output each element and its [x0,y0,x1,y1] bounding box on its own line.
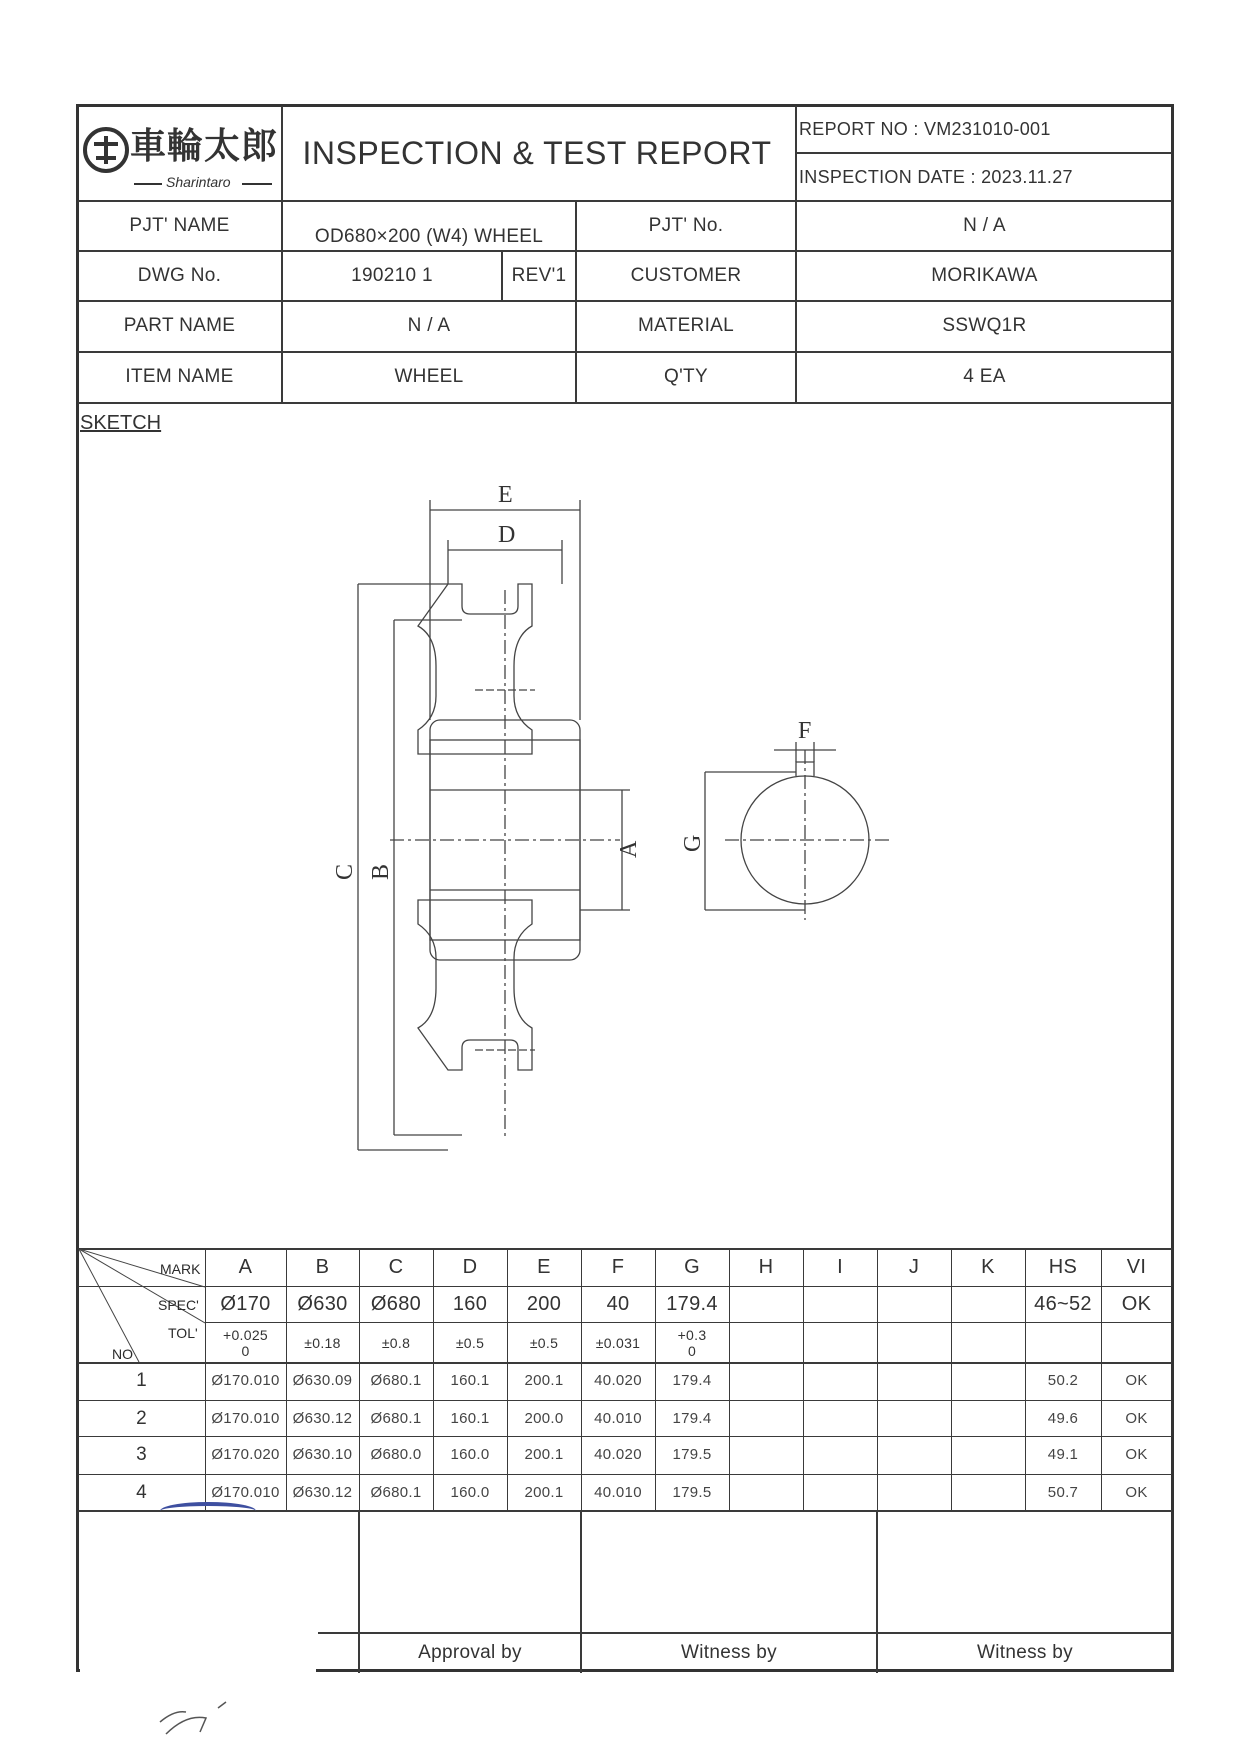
tolerance-cell [286,1323,359,1362]
pjt-no-label: PJT' No. [648,214,724,236]
customer-value: MORIKAWA [931,264,1038,286]
measurement-value: Ø630.09 [292,1372,353,1389]
column-header: H [758,1256,774,1278]
item-name-label: ITEM NAME [125,366,234,387]
measurement-value [951,1475,1025,1510]
spec-value [951,1287,1025,1322]
measurement-value: 50.7 [1047,1484,1079,1501]
measurement-value: Ø680.0 [370,1446,422,1463]
column-header: G [684,1256,700,1278]
material-label: MATERIAL [637,315,734,336]
tolerance-cell [433,1323,507,1362]
measurement-value: 40.010 [594,1410,642,1427]
measurement-value [803,1363,877,1398]
measurement-value: 179.4 [672,1410,712,1427]
tolerance-cell [581,1323,655,1362]
spec-value [803,1287,877,1322]
measurement-value: Ø680.1 [370,1372,422,1389]
tolerance-cell [877,1323,951,1362]
measurement-value: Ø170.010 [211,1410,280,1427]
dwg-no-value: 190210 1 [351,264,433,286]
tolerance-cell [359,1323,433,1362]
no-label: NO [112,1346,133,1362]
dim-label-f: F [798,718,812,744]
redacted-area [80,1512,316,1674]
measurement-value: 179.5 [672,1446,712,1463]
item-name-value: WHEEL [394,366,464,387]
tolerance-top: ±0.5 [529,1334,559,1351]
column-header: HS [1048,1256,1078,1278]
measurement-value: OK [1125,1446,1148,1463]
dim-label-e: E [498,482,513,508]
dwg-no-label: DWG No. [137,264,222,286]
logo-rule-right [242,183,272,185]
tolerance-top: +0.3 [677,1326,707,1343]
part-name-value: N / A [407,315,451,336]
spec-value: Ø170 [220,1293,271,1315]
column-header: C [388,1256,404,1278]
logo-rule-left [134,183,162,185]
signature-scribble [158,1698,278,1738]
measurement-value: 160.1 [450,1410,490,1427]
spec-label: SPEC' [158,1297,199,1313]
measurement-value: 160.1 [450,1372,490,1389]
measurement-value [729,1475,803,1510]
dim-label-a: A [616,840,642,858]
pjt-name-value: OD680×200 (W4) WHEEL [314,226,544,247]
row-number: 1 [136,1369,147,1391]
measurement-value [803,1475,877,1510]
tolerance-top: ±0.5 [455,1334,485,1351]
revision-value: REV'1 [511,264,567,286]
column-header: K [981,1256,995,1278]
measurement-value: OK [1125,1484,1148,1501]
measurement-value: 179.5 [672,1484,712,1501]
measurement-value: 49.1 [1047,1446,1079,1463]
measurement-value: 160.0 [450,1446,490,1463]
part-name-label: PART NAME [123,315,236,336]
measurement-value: 50.2 [1047,1372,1079,1389]
tolerance-top: ±0.18 [304,1334,341,1351]
column-header: VI [1126,1256,1147,1278]
measurement-value [951,1437,1025,1472]
measurement-value [877,1401,951,1436]
measurement-value [877,1363,951,1398]
measurement-value: Ø680.1 [370,1484,422,1501]
qty-value: 4 EA [963,366,1006,387]
tolerance-cell [507,1323,581,1362]
measurement-value [729,1437,803,1472]
dim-label-g: G [680,834,706,852]
row-number: 4 [136,1481,147,1503]
tolerance-cell [655,1323,729,1362]
dim-label-d: D [498,522,516,548]
measurement-value: 40.020 [594,1372,642,1389]
witness-label-1: Witness by [681,1642,777,1663]
measurement-value [803,1437,877,1472]
stamp-arc [160,1502,256,1520]
tolerance-cell [1025,1323,1101,1362]
spec-value: 160 [452,1293,488,1315]
measurement-value: Ø680.1 [370,1410,422,1427]
measurement-value: Ø170.020 [211,1446,280,1463]
dim-label-c: C [332,863,358,880]
measurement-value [877,1437,951,1472]
logo-romaji: Sharintaro [166,174,231,190]
report-title: INSPECTION & TEST REPORT [302,134,772,171]
column-header: I [837,1256,843,1278]
header-divider [795,152,1172,154]
mark-label: MARK [160,1261,201,1277]
measurement-value: Ø170.010 [211,1484,280,1501]
pjt-no-value: N / A [963,214,1006,236]
material-value: SSWQ1R [942,315,1027,336]
column-header: E [537,1256,551,1278]
measurement-value [729,1401,803,1436]
sketch-label: SKETCH [80,412,162,434]
measurement-value: 40.020 [594,1446,642,1463]
info-divider [78,402,1172,404]
measurement-value: 179.4 [672,1372,712,1389]
measurement-value: 200.1 [524,1484,564,1501]
pjt-name-label: PJT' NAME [129,214,230,236]
tolerance-top: ±0.031 [595,1334,641,1351]
measurement-value: 200.0 [524,1410,564,1427]
measurement-value: Ø170.010 [211,1372,280,1389]
measurement-value: OK [1125,1372,1148,1389]
wheel-outline [418,900,532,1070]
measurement-value: Ø630.10 [292,1446,353,1463]
column-header: D [462,1256,478,1278]
spec-value: OK [1121,1293,1152,1315]
tolerance-top: ±0.8 [381,1334,411,1351]
column-header: B [315,1256,330,1278]
wheel-outline [418,584,532,754]
spec-value: 179.4 [666,1293,718,1315]
measurement-value: Ø630.12 [292,1410,353,1427]
measurement-value [803,1401,877,1436]
witness-label-2: Witness by [977,1642,1073,1663]
spec-value: 46~52 [1034,1293,1092,1315]
row-number: 2 [136,1407,147,1429]
customer-label: CUSTOMER [630,264,742,286]
spec-value: 200 [526,1293,562,1315]
measurement-value: 49.6 [1047,1410,1079,1427]
measurement-value: 160.0 [450,1484,490,1501]
report-number: REPORT NO : VM231010-001 [799,118,1051,139]
tolerance-cell [951,1323,1025,1362]
measurement-value [877,1475,951,1510]
inspection-date: INSPECTION DATE : 2023.11.27 [799,166,1073,187]
measurement-value: 200.1 [524,1446,564,1463]
approval-label: Approval by [418,1642,522,1663]
measurement-value [729,1363,803,1398]
tol-label: TOL' [168,1325,198,1341]
spec-value [729,1287,803,1322]
measurement-value [951,1401,1025,1436]
column-header: J [908,1256,920,1278]
measurement-value: 40.010 [594,1484,642,1501]
wheel-sketch [330,470,930,1170]
spec-value: Ø630 [297,1293,348,1315]
company-logo [80,110,280,196]
tolerance-cell [729,1323,803,1362]
column-header: A [238,1256,253,1278]
measurement-value: 200.1 [524,1372,564,1389]
qty-label: Q'TY [664,366,708,387]
tolerance-cell [205,1323,286,1362]
tolerance-cell [1101,1323,1172,1362]
row-number: 3 [136,1443,147,1465]
dim-label-b: B [368,863,394,880]
tolerance-top: +0.025 [222,1326,268,1343]
spec-value: Ø680 [370,1293,422,1315]
measurement-value: OK [1125,1410,1148,1427]
column-header: F [611,1256,625,1278]
spec-value: 40 [606,1293,630,1315]
spec-value [877,1287,951,1322]
tolerance-cell [803,1323,877,1362]
tolerance-bottom: 0 [687,1342,697,1359]
measurement-value [951,1363,1025,1398]
logo-kanji: 車輪太郎 [130,125,279,166]
tolerance-bottom: 0 [241,1342,250,1359]
measurement-value: Ø630.12 [292,1484,353,1501]
